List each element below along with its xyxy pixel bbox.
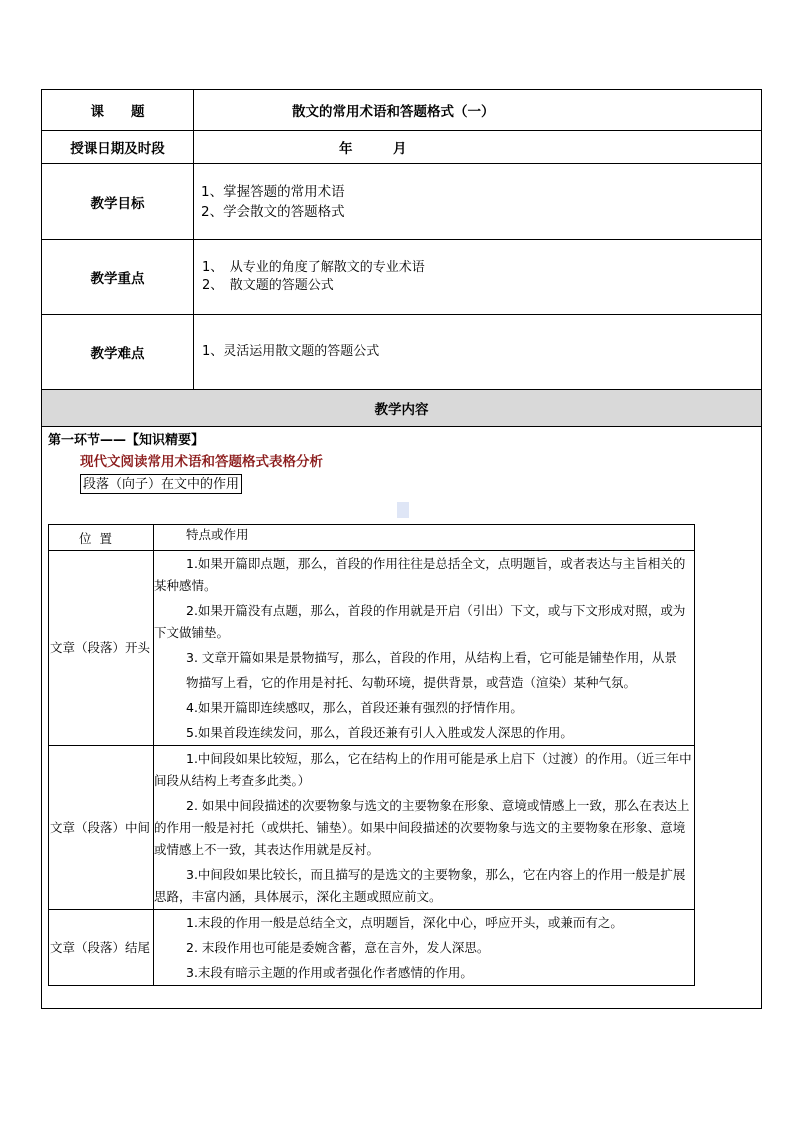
paragraph: 物描写上看，它的作用是衬托、勾勒环境，提供背景，或营造（渲染）某种气氛。 [186,675,637,690]
paragraph: 2.如果开篇没有点题，那么，首段的作用就是开启（引出）下文，或与下文形成对照，或为下文做铺垫。 [154,603,686,640]
label-key-points: 教学重点 [42,240,194,314]
table-header-row [49,525,695,551]
paragraph: 3.中间段如果比较长，而且描写的是选文的主要物象，那么，它在内容上的作用一般是扩展思路，丰富内涵，具体展示，深化主题或照应前文。 [154,867,686,904]
highlight-marker [397,502,409,518]
row-key-points [42,240,761,315]
row-topic [42,90,761,131]
position-label: 文章（段落）结尾 [50,939,151,955]
subtitle: 现代文阅读常用术语和答题格式表格分析 [80,454,323,470]
key-points-list [194,259,425,295]
paragraph: 3. 文章开篇如果是景物描写，那么，首段的作用，从结构上看，它可能是铺垫作用，从景 [186,650,677,665]
label-date: 授课日期及时段 [42,131,194,163]
objective-item: 2、学会散文的答题格式 [201,203,345,220]
analysis-table [48,524,695,986]
key-point-item: 2、 散文题的答题公式 [202,278,334,293]
key-point-item: 1、 从专业的角度了解散文的专业术语 [202,260,425,275]
paragraph: 1.如果开篇即点题，那么，首段的作用往往是总括全文，点明题旨，或者表达与主旨相关的某种感情。 [154,556,686,593]
paragraph: 1.末段的作用一般是总结全文，点明题旨，深化中心，呼应开头，或兼而有之。 [186,915,623,930]
label-objectives: 教学目标 [42,164,194,239]
paragraph: 2. 如果中间段描述的次要物象与选文的主要物象在形象、意境或情感上一致，那么在表达上的作用一般是衬托（或烘托、铺垫）。如果中间段描述的次要物象与选文的主要物象在形象、意境或情感上不一致，其表达作用就是反衬。 [154,798,690,857]
section-title: 第一环节——【知识精要】 [48,433,205,448]
paragraph: 3.末段有暗示主题的作用或者强化作者感情的作用。 [186,965,473,980]
label-difficulties: 教学难点 [42,315,194,389]
paragraph: 2. 末段作用也可能是委婉含蓄，意在言外，发人深思。 [186,940,490,955]
difficulty-item: 1、灵活运用散文题的答题公式 [202,344,380,359]
row-difficulties [42,315,761,390]
table-row [49,910,695,986]
paragraph: 1.中间段如果比较短，那么，它在结构上的作用可能是承上启下（过渡）的作用。（近三年中间段从结构上考查多此类。） [154,751,692,788]
paragraph: 5.如果首段连续发问，那么，首段还兼有引人入胜或发人深思的作用。 [186,725,573,740]
value-topic: 散文的常用术语和答题格式（一） [292,104,495,120]
objectives-list [194,182,345,222]
difficulties-list [194,343,379,361]
boxed-label: 段落（向子）在文中的作用 [80,474,242,494]
column-header-position: 位 置 [49,525,154,551]
paragraph: 4.如果开篇即连续感叹，那么，首段还兼有强烈的抒情作用。 [186,700,523,715]
column-header-function: 特点或作用 [154,525,695,551]
row-date [42,131,761,164]
position-label: 文章（段落）中间 [50,819,151,835]
value-date: 年 月 [339,141,407,157]
content-header: 教学内容 [374,402,429,418]
lesson-plan-table [41,89,762,1009]
row-objectives [42,164,761,240]
table-row [49,551,695,746]
objective-item: 1、掌握答题的常用术语 [201,183,345,200]
label-topic: 课 题 [42,90,194,130]
row-content-header [42,390,761,427]
table-row [49,746,695,910]
position-label: 文章（段落）开头 [50,640,151,655]
